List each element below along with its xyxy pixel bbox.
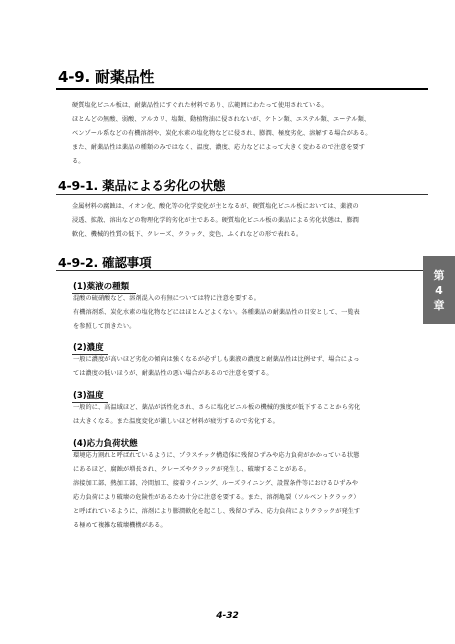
chapter-tab [423,256,455,324]
subsection-title-4-9-2: 4-9-2. 確認事項 [58,255,152,270]
item-line: る極めて複雑な破壊機構がある。 [73,522,167,529]
body-line: 軟化、機械的性質の低下、クレーズ、クラック、変色、ふくれなどの形で表れる。 [72,231,303,238]
item-body-stress-load [73,449,360,533]
item-line: 環境応力割れと呼ばれているように、プラスチック構造体に残留ひずみや応力負荷がかかっている状態 [73,452,360,459]
subsection-body-4-9-1 [72,200,359,242]
section-intro [72,99,372,169]
intro-line: ほとんどの無酸、弱酸、アルカリ、塩類、動植物油に侵されないが、ケトン類、エステル類、エーテル類、 [72,116,371,123]
item-line: と呼ばれているように、溶剤により膨潤軟化を起こし、残留ひずみ、応力負荷によりクラックが発生す [73,508,361,515]
intro-line: る。 [72,158,85,165]
intro-line: また、耐薬品性は薬品の種類のみではなく、温度、濃度、応力などによって大きく変わるので注意を要す [72,144,366,151]
item-line: 溶接加工部、熱加工部、冷間加工、接着ライニング、ルーズライニング、設置条件等におけるひずみや [73,480,358,487]
item-heading-temperature: (3)温度 [73,391,104,401]
item-line: 一般的に、高温域ほど、薬品が活性化され、さらに塩化ビニル板の機械的強度が低下することから劣化 [73,404,361,411]
item-body-temperature [73,401,360,429]
subsection-title-4-9-1: 4-9-1. 薬品による劣化の状態 [58,178,226,193]
item-line: 一般に濃度が高いほど劣化の傾向は強くなるが必ずしも薬液の濃度と耐薬品性は比例せず、場合によっ [73,356,360,363]
intro-line: ベンゾール系などの有機溶剤や、炭化水素の塩化物などに侵され、膨潤、極度劣化、溶解する場合がある。 [72,130,372,137]
section-title-rule [56,88,428,90]
chapter-tab-number: 4 [435,283,443,297]
subsection-rule [56,194,428,195]
item-line: ては濃度の低いほうが、耐薬品性の悪い場合があるので注意を要する。 [73,370,273,377]
item-line: 混酸の硫硝酸など、溶剤混入の有無については特に注意を要する。 [73,295,260,302]
section-title: 4-9. 耐薬品性 [58,68,155,86]
item-line: にあるほど、腐蝕が増長され、クレーズやクラックが発生し、破壊することがある。 [73,466,310,473]
chapter-tab-suffix: 章 [433,298,445,312]
item-heading-stress-load: (4)応力負荷状態 [73,439,138,449]
page-number: 4-32 [216,611,239,621]
body-line: 金属材料の腐蝕は、イオン化、酸化等の化学変化が主となるが、硬質塩化ビニル板においては、薬液の [72,203,359,210]
item-body-concentration [73,353,359,381]
subsection-rule [56,270,428,271]
item-line: は大きくなる。また温度変化が激しいほど材料が疲労するので劣化する。 [73,418,279,425]
chapter-tab-prefix: 第 [433,268,445,282]
item-line: 応力負荷により破壊の危険性があるため十分に注意を要する。また、溶剤亀裂（ソルベントクラック） [73,494,360,501]
item-line: 有機溶剤系、炭化水素の塩化物などにはほとんどよくない。各種薬品の耐薬品性の目安として、一覧表 [73,309,360,316]
item-line: を参照して頂きたい。 [73,323,136,330]
intro-line: 硬質塩化ビニル板は、耐薬品性にすぐれた材料であり、広範囲にわたって使用されている。 [72,102,328,109]
item-heading-chemical-type: (1)薬液の種類 [73,282,130,292]
item-body-chemical-type [73,292,360,334]
item-heading-concentration: (2)濃度 [73,343,104,353]
body-line: 浸透、拡散、溶出などの物理化学的劣化が主である。硬質塩化ビニル板の薬品による劣化状態は、膨潤 [72,217,359,224]
